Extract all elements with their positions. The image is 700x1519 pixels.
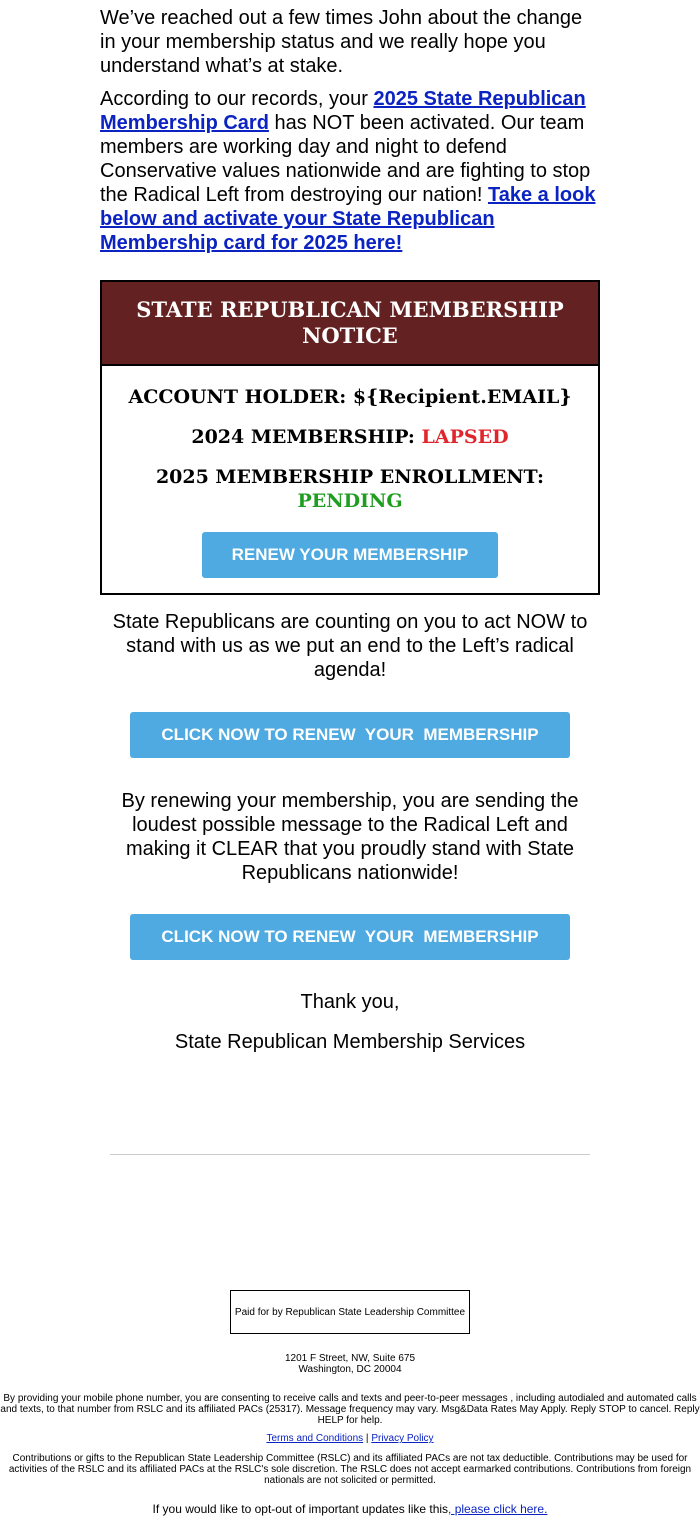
intro-paragraph: We’ve reached out a few times John about the change in your membership status and we really hope you understand what’s at stake. bbox=[100, 7, 583, 77]
paid-for-text: Paid for by Republican State Leadership Committee bbox=[234, 1306, 466, 1318]
paid-for-box bbox=[230, 1290, 470, 1334]
records-text-1: According to our records, your bbox=[100, 88, 374, 110]
contributions-disclaimer: Contributions or gifts to the Republican State Leadership Committee (RSLC) and its affiliated PACs are not tax deductible. Contributions may be used for activities of the RSLC and its affiliated PACs at the RSLC's sole discretion. The RSLC does not accept earmarked contributions. Contributions from foreign nationals are not solicited or permitted. bbox=[8, 1453, 692, 1486]
policy-links bbox=[0, 1433, 700, 1444]
counting-on-you-text: State Republicans are counting on you to act NOW to stand with us as we put an end to the Left’s radical agenda! bbox=[112, 611, 588, 681]
account-holder-line: ACCOUNT HOLDER: ${Recipient.EMAIL} bbox=[128, 386, 572, 408]
thank-you-text: Thank you, bbox=[300, 991, 400, 1013]
address-block bbox=[0, 1353, 700, 1375]
privacy-link[interactable]: Privacy Policy bbox=[371, 1433, 434, 1444]
click-now-renew-button-2[interactable]: CLICK NOW TO RENEW YOUR MEMBERSHIP bbox=[130, 914, 570, 960]
click-now-renew-button-1[interactable]: CLICK NOW TO RENEW YOUR MEMBERSHIP bbox=[130, 712, 570, 758]
optout-link[interactable]: , please click here. bbox=[448, 1502, 548, 1516]
pending-status: PENDING bbox=[297, 490, 403, 512]
records-text-2: has NOT been activated. Our team members are working day and night to defend Conservative values nationwide and are fighting to stop the Radical Left from destroying our nation! bbox=[100, 112, 591, 206]
membership-card-link[interactable]: 2025 State Republican Membership Card bbox=[100, 88, 586, 134]
activate-card-link[interactable]: Take a look below and activate your State Republican Membership card for 2025 here! bbox=[100, 184, 596, 254]
enrollment-2025-line bbox=[102, 465, 598, 513]
enrollment-2025-label: 2025 MEMBERSHIP ENROLLMENT: bbox=[155, 466, 545, 488]
address-line-1: 1201 F Street, NW, Suite 675 bbox=[284, 1353, 416, 1364]
membership-2024-line bbox=[102, 425, 598, 449]
terms-link[interactable]: Terms and Conditions bbox=[266, 1433, 364, 1444]
membership-notice-box bbox=[100, 280, 600, 595]
notice-title: STATE REPUBLICAN MEMBERSHIP NOTICE bbox=[102, 282, 598, 366]
lapsed-status: LAPSED bbox=[421, 426, 509, 448]
policy-separator: | bbox=[363, 1433, 372, 1444]
optout-line bbox=[0, 1502, 700, 1516]
records-paragraph bbox=[100, 87, 600, 255]
signature-text: State Republican Membership Services bbox=[174, 1031, 526, 1053]
renewing-message-text: By renewing your membership, you are sending the loudest possible message to the Radical Left and making it CLEAR that you proudly stand with State Republicans nationwide! bbox=[121, 790, 579, 884]
sms-disclaimer: By providing your mobile phone number, you are consenting to receive calls and texts and peer-to-peer messages , including autodialed and automated calls and texts, to that number from RSLC and its affiliated PACs (25317). Message frequency may vary. Msg&Data Rates May Apply. Reply STOP to cancel. Reply HELP for help. bbox=[0, 1393, 700, 1426]
footer-divider bbox=[110, 1154, 590, 1155]
renew-membership-button[interactable]: RENEW YOUR MEMBERSHIP bbox=[202, 532, 498, 578]
address-line-2: Washington, DC 20004 bbox=[298, 1364, 402, 1375]
optout-text: If you would like to opt-out of important updates like this bbox=[152, 1502, 449, 1516]
membership-2024-label: 2024 MEMBERSHIP: bbox=[191, 426, 415, 448]
